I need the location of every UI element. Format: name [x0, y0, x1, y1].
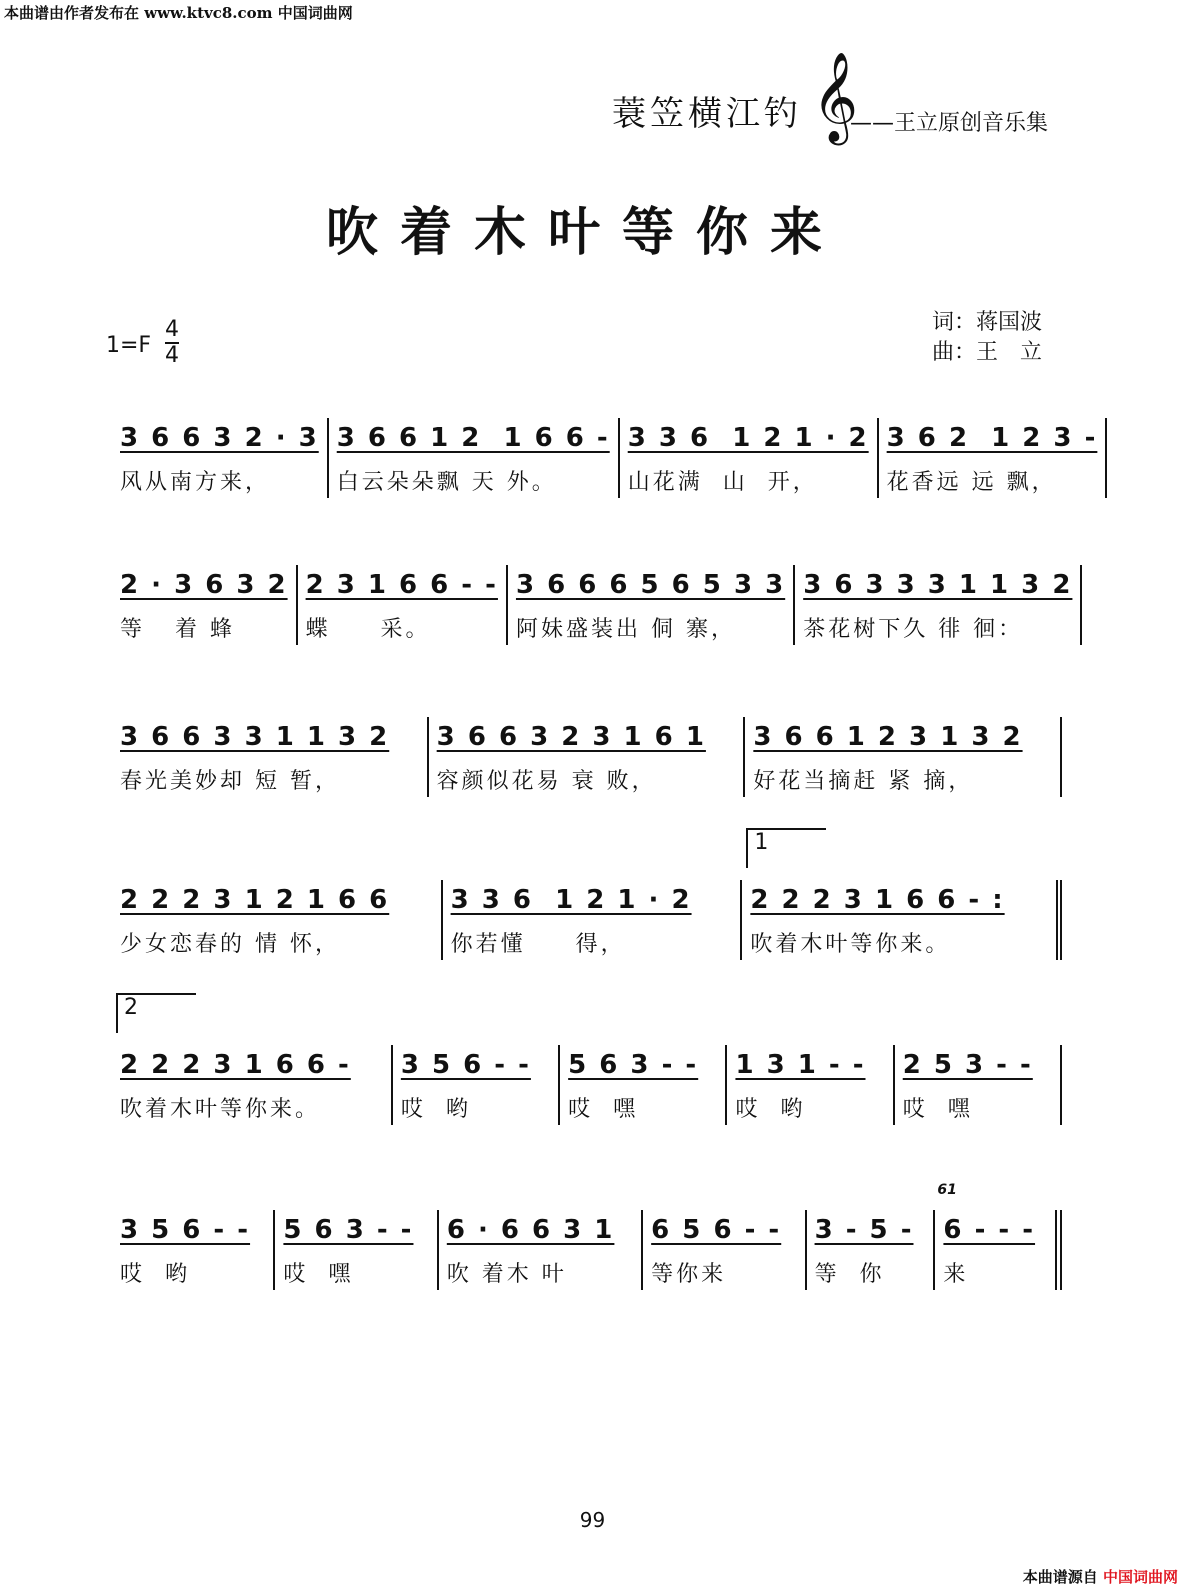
measure-notes: 3 6 6 1 2 1 6 6 - [336, 423, 610, 453]
measure-lyric: 等 着 蜂 [120, 617, 235, 642]
measure-lyric: 白云朵朵飘 天 外。 [336, 470, 557, 495]
measure-lyric: 吹着木叶等你来。 [120, 1097, 321, 1122]
measure [879, 418, 1108, 498]
measure [393, 1045, 560, 1125]
measure [429, 717, 746, 797]
measure-lyric: 吹 着木 叶 [446, 1262, 567, 1287]
measure [112, 880, 443, 960]
measure-notes: 3 5 6 - - [400, 1050, 531, 1080]
measure-lyric: 阿妹盛装出 侗 寨， [515, 617, 736, 642]
score-system [112, 1182, 1062, 1290]
measure-notes: 2 2 2 3 1 2 1 6 6 [120, 885, 390, 915]
measure-notes: 5 6 3 - - [283, 1215, 414, 1245]
measure-notes: 2 5 3 - - [902, 1050, 1033, 1080]
measure-lyric: 哎 嘿 [283, 1262, 354, 1287]
measure-lyric: 少女恋春的 情 怀， [120, 932, 340, 957]
measure-lyric: 等 你 [814, 1262, 885, 1287]
measure-notes: 3 6 3 3 3 1 1 3 2 [803, 570, 1073, 600]
measure-lyric: 你若懂 得， [450, 932, 626, 957]
measure [620, 418, 879, 498]
measure-lyric: 蝶 采。 [305, 617, 431, 642]
measure [275, 1210, 438, 1290]
time-signature [165, 318, 179, 368]
measure [742, 830, 1062, 960]
measure [112, 565, 298, 645]
measure-notes: 3 6 6 6 5 6 5 3 3 [515, 570, 786, 600]
measure [935, 1182, 1062, 1290]
composer: 曲：王 立 [932, 340, 1043, 365]
song-title: 吹着木叶等你来 [325, 202, 844, 263]
measure [727, 1045, 894, 1125]
score-system [112, 717, 1062, 797]
measure [643, 1210, 806, 1290]
measure [807, 1210, 936, 1290]
measure-notes: 3 6 6 3 2 3 1 6 1 [436, 722, 706, 752]
measure [795, 565, 1082, 645]
collection-title: ——王立原创音乐集 [850, 111, 1049, 136]
source-prefix: 本曲谱源自 [1022, 1568, 1098, 1586]
measure-notes: 2 2 2 3 1 6 6 - [120, 1050, 351, 1080]
source-site: 中国词曲网 [1102, 1568, 1178, 1586]
score-system [112, 995, 1062, 1125]
time-top: 4 [165, 317, 179, 342]
volta-bracket: 1 [746, 828, 826, 868]
measure [112, 995, 393, 1125]
measure-notes: 3 6 6 3 2 · 3 [120, 423, 319, 453]
measure-lyric: 来 [943, 1262, 969, 1287]
measure [508, 565, 795, 645]
measure-notes: 3 6 2 1 2 3 - [886, 423, 1098, 453]
time-bottom: 4 [165, 343, 179, 368]
measure [112, 717, 429, 797]
measure-lyric: 哎 哟 [120, 1262, 190, 1287]
measure-notes: 3 5 6 - - [120, 1215, 251, 1245]
measure [329, 418, 620, 498]
measure-notes: 2 · 3 6 3 2 [120, 570, 288, 600]
watermark: 本曲谱由作者发布在 www.ktvc8.com 中国词曲网 [4, 4, 353, 22]
score-system [112, 565, 1073, 645]
measure [298, 565, 508, 645]
score-system [112, 418, 1098, 498]
measure-lyric: 吹着木叶等你来。 [750, 932, 951, 957]
measure-lyric: 等你来 [651, 1262, 727, 1287]
measure-lyric: 哎 嘿 [568, 1097, 639, 1122]
measure-notes: 3 3 6 1 2 1 · 2 [627, 423, 869, 453]
measure-notes: 6 · 6 6 3 1 [446, 1215, 615, 1245]
credits [932, 308, 1042, 368]
volta-bracket: 2 [116, 993, 196, 1033]
lyricist: 词：蒋国波 [932, 310, 1043, 335]
measure-lyric: 哎 哟 [735, 1097, 806, 1122]
measure-notes: 2 3 1 6 6 - - [305, 570, 498, 600]
measure-notes: 5 6 3 - - [568, 1050, 699, 1080]
measure-lyric: 山花满 山 开， [627, 470, 818, 495]
measure-notes: 6 5 6 - - [651, 1215, 782, 1245]
key-signature: 1=F [106, 333, 152, 358]
source-credit [1023, 1566, 1178, 1587]
measure-notes: 3 6 6 3 3 1 1 3 2 [120, 722, 390, 752]
treble-clef-icon: 𝄞 [812, 52, 859, 142]
series-title: 蓑笠横江钓 [612, 94, 802, 134]
measure-notes: 6 - - - [943, 1215, 1036, 1245]
measure-lyric: 哎 嘿 [902, 1097, 973, 1122]
measure-notes: 3 6 6 1 2 3 1 3 2 [753, 722, 1023, 752]
measure-notes: 2 2 2 3 1 6 6 - : [750, 885, 1005, 915]
measure [895, 1045, 1062, 1125]
measure [560, 1045, 727, 1125]
measure-notes: 3 3 6 1 2 1 · 2 [450, 885, 692, 915]
page-number: 99 [579, 1508, 606, 1532]
measure [112, 1210, 275, 1290]
measure-lyric: 茶花树下久 徘 徊： [803, 617, 1024, 642]
measure [439, 1210, 643, 1290]
measure [443, 880, 743, 960]
measure [112, 418, 329, 498]
grace-notes: 61 [937, 1182, 957, 1198]
score-system [112, 830, 1062, 960]
measure-lyric: 哎 哟 [400, 1097, 471, 1122]
measure-lyric: 花香远 远 飘， [886, 470, 1057, 495]
measure-notes: 3 - 5 - [814, 1215, 914, 1245]
measure-lyric: 春光美妙却 短 暂， [120, 769, 340, 794]
measure-lyric: 好花当摘赶 紧 摘， [753, 769, 974, 794]
measure [745, 717, 1062, 797]
measure-lyric: 容颜似花易 衰 败， [436, 769, 657, 794]
measure-lyric: 风从南方来， [120, 470, 271, 495]
measure-notes: 1 3 1 - - [735, 1050, 866, 1080]
